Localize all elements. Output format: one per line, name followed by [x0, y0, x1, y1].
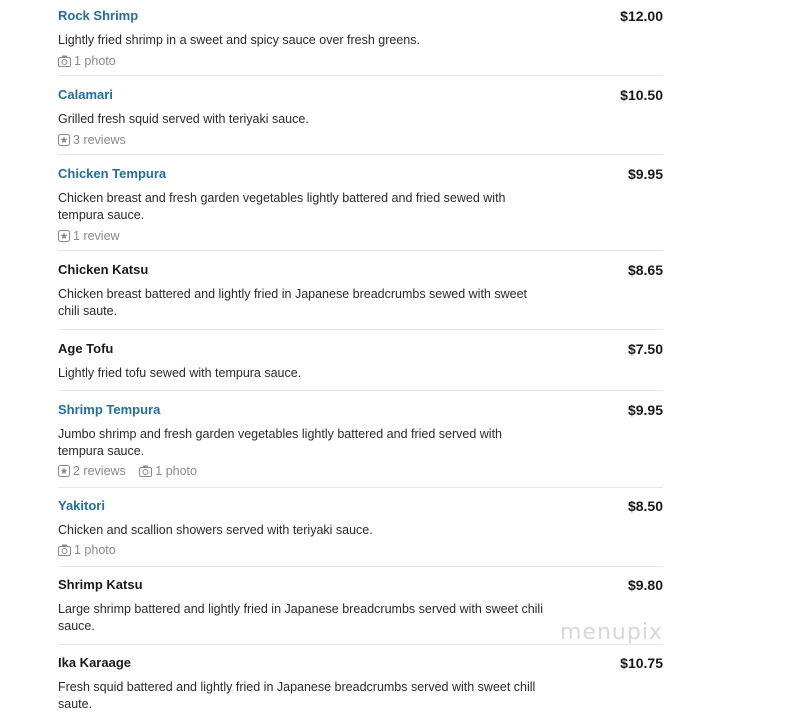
menu-item-description: Lightly fried tofu sewed with tempura sauce.	[58, 366, 302, 380]
menu-item-price: $8.65	[627, 262, 663, 278]
menu-item-price: $10.50	[620, 87, 663, 103]
photos-count: 1 photo	[155, 464, 197, 478]
reviews-count: 3 reviews	[73, 133, 126, 147]
menu-item-meta	[58, 229, 130, 243]
menu-item-price: $9.95	[627, 166, 663, 182]
review-star-icon	[58, 465, 70, 477]
photos-count: 1 photo	[74, 54, 116, 68]
review-star-icon	[58, 230, 70, 242]
menu-item-meta	[58, 543, 126, 557]
camera-icon	[139, 465, 152, 477]
camera-icon	[58, 544, 71, 556]
menu-item-meta	[58, 133, 136, 147]
item-separator	[58, 329, 663, 330]
menu-item-price: $7.50	[627, 341, 663, 357]
menu-item-meta	[58, 464, 207, 478]
item-separator	[58, 250, 663, 251]
menu-item-name[interactable]: Calamari	[58, 87, 113, 102]
item-separator	[58, 566, 663, 567]
reviews-count: 1 review	[73, 229, 120, 243]
menu-item-price: $10.75	[620, 655, 663, 671]
reviews-count: 2 reviews	[73, 464, 126, 478]
menu-item-meta	[58, 54, 126, 68]
item-separator	[58, 154, 663, 155]
menu-item-name[interactable]: Shrimp Tempura	[58, 402, 161, 417]
reviews-link[interactable]	[58, 229, 120, 243]
menu-item-name[interactable]: Chicken Tempura	[58, 166, 167, 181]
menu-item-price: $12.00	[620, 8, 663, 24]
menu-item-name: Chicken Katsu	[58, 262, 149, 277]
camera-icon	[58, 55, 71, 67]
menu-item-name[interactable]: Yakitori	[58, 498, 105, 513]
menu-item-description: Grilled fresh squid served with teriyaki sauce.	[58, 112, 309, 126]
item-separator	[58, 487, 663, 488]
menu-item-description: Large shrimp battered and lightly fried in Japanese breadcrumbs served with sweet chili sauce.	[58, 602, 543, 633]
menu-item-description: Jumbo shrimp and fresh garden vegetables lightly battered and fried served with tempura sauce.	[58, 427, 503, 458]
menu-item-name[interactable]: Rock Shrimp	[58, 8, 139, 23]
menu-item-name: Shrimp Katsu	[58, 577, 143, 592]
item-separator	[58, 75, 663, 76]
menu-item-description: Chicken and scallion showers served with teriyaki sauce.	[58, 523, 373, 537]
menu-item-price: $9.80	[627, 577, 663, 593]
review-star-icon	[58, 134, 70, 146]
photos-link[interactable]	[139, 464, 197, 478]
photos-count: 1 photo	[74, 543, 116, 557]
menu-item-description: Fresh squid battered and lightly fried in Japanese breadcrumbs served with sweet chill saute.	[58, 680, 536, 711]
menu-item-description: Lightly fried shrimp in a sweet and spicy sauce over fresh greens.	[58, 33, 420, 47]
menu-item-name: Age Tofu	[58, 341, 114, 356]
reviews-link[interactable]	[58, 464, 126, 478]
photos-link[interactable]	[58, 54, 116, 68]
menu-item-description: Chicken breast and fresh garden vegetables lightly battered and fried sewed with tempura sauce.	[58, 191, 506, 222]
photos-link[interactable]	[58, 543, 116, 557]
menu-item-name: Ika Karaage	[58, 655, 131, 670]
menu-item-price: $9.95	[627, 402, 663, 418]
menu-item-price: $8.50	[627, 498, 663, 514]
menu-item-description: Chicken breast battered and lightly fried in Japanese breadcrumbs sewed with sweet chili saute.	[58, 287, 528, 318]
reviews-link[interactable]	[58, 133, 126, 147]
item-separator	[58, 390, 663, 391]
menupix-watermark: menupix	[560, 620, 663, 645]
